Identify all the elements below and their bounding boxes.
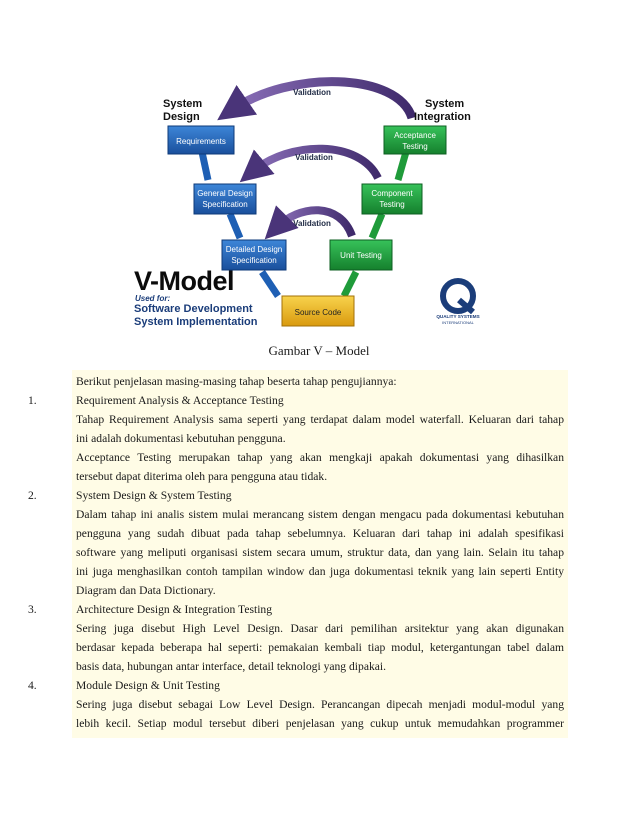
- section-4-line-1: Sering juga disebut sebagai Low Level Design. Perancangan dipecah menjadi modul-modul yang: [76, 698, 564, 711]
- flow-arrow-4: [344, 272, 356, 296]
- section-1-line-2: ini adalah dokumentasi kebutuhan pengguna.: [76, 432, 286, 445]
- v-model-figure: [0, 0, 638, 336]
- system-design-title-line2: Design: [163, 111, 200, 123]
- section-1-line-4: tersebut dapat diterima oleh para pengguna atau tidak.: [76, 470, 328, 483]
- box-requirements: [168, 126, 234, 154]
- svg-text:Acceptance: Acceptance: [394, 131, 436, 140]
- section-2-line-3: software yang meliputi organisasi sistem secara umum, struktur data, dan yang lain. Selain itu tahap: [76, 546, 564, 559]
- flow-arrow-6: [398, 152, 406, 180]
- svg-text:Component: Component: [371, 189, 413, 198]
- validation-label-middle: Validation: [295, 153, 333, 162]
- section-4-number: 4.: [28, 679, 37, 692]
- section-1-line-3: Acceptance Testing merupakan tahap yang akan mengkaji apakah dokumentasi yang dihasilkan: [76, 451, 564, 464]
- section-2-line-4: ini juga menghasilkan contoh tampilan window dan juga dokumentasi teknik yang lain seperti Entity: [76, 565, 564, 578]
- section-2-line-2: pengguna yang sudah dibuat pada tahap sebelumnya. Keluaran dari tahap ini adalah spesifikasi: [76, 527, 564, 540]
- section-4-heading: Module Design & Unit Testing: [76, 679, 220, 692]
- svg-text:Unit Testing: Unit Testing: [340, 251, 382, 260]
- box-component-testing: [362, 184, 422, 214]
- svg-text:Testing: Testing: [402, 142, 428, 151]
- intro-text: Berikut penjelasan masing-masing tahap beserta tahap pengujiannya:: [76, 375, 397, 388]
- used-for-label: Used for:: [135, 294, 171, 303]
- figure-caption: Gambar V – Model: [268, 343, 370, 358]
- q-logo-icon: [431, 278, 485, 314]
- section-2-number: 2.: [28, 489, 37, 502]
- v-model-title: V-Model: [134, 266, 235, 296]
- system-integration-title-line1: System: [425, 98, 465, 110]
- use-software-development: Software Development: [134, 303, 253, 315]
- svg-text:Testing: Testing: [379, 200, 405, 209]
- section-4-line-2: lebih kecil. Setiap modul tersebut diberi penjelasan yang cukup untuk memudahkan programmer: [76, 717, 564, 730]
- box-general-design: [194, 184, 256, 214]
- section-3-line-3: basis data, hubungan antar interface, detail teknologi yang dipakai.: [76, 660, 387, 673]
- svg-text:General Design: General Design: [197, 189, 253, 198]
- svg-text:Specification: Specification: [231, 256, 277, 265]
- svg-text:Specification: Specification: [202, 200, 248, 209]
- section-1-heading: Requirement Analysis & Acceptance Testing: [76, 394, 284, 407]
- validation-label-inner: Validation: [293, 219, 331, 228]
- flow-arrow-2: [230, 214, 240, 238]
- svg-text:Source Code: Source Code: [294, 308, 342, 317]
- section-2-line-5: Diagram dan Data Dictionary.: [76, 584, 216, 597]
- section-1-line-1: Tahap Requirement Analysis sama seperti yang terdapat dalam model waterfall. Keluaran dari tahap: [76, 413, 564, 426]
- flow-arrow-3: [262, 272, 278, 296]
- system-integration-title-line2: Integration: [414, 111, 471, 123]
- section-2-heading: System Design & System Testing: [76, 489, 232, 502]
- svg-text:Detailed Design: Detailed Design: [225, 245, 283, 254]
- use-system-implementation: System Implementation: [134, 316, 258, 328]
- box-source-code: [282, 296, 354, 326]
- logo-line1: QUALITY SYSTEMS: [436, 314, 480, 319]
- box-requirements-label: Requirements: [176, 137, 226, 146]
- box-unit-testing: [330, 240, 392, 270]
- section-3-number: 3.: [28, 603, 37, 616]
- section-3-line-2: berdasar kepada beberapa hal seperti: pemakaian kembali tiap modul, ketergantungan tabel dalam: [76, 641, 564, 654]
- v-model-diagram: [0, 0, 638, 336]
- section-1-number: 1.: [28, 394, 37, 407]
- box-acceptance-testing: [384, 126, 446, 154]
- validation-label-outer: Validation: [293, 88, 331, 97]
- section-3-heading: Architecture Design & Integration Testing: [76, 603, 273, 616]
- section-3-line-1: Sering juga disebut High Level Design. Dasar dari pemilihan arsitektur yang akan digunakan: [76, 622, 564, 635]
- quality-systems-logo: [431, 278, 485, 328]
- section-2-line-1: Dalam tahap ini analis sistem mulai merancang sistem dengan mengacu pada dokumentasi kebutuhan: [76, 508, 564, 521]
- flow-arrow-5: [372, 214, 382, 238]
- logo-line2: INTERNATIONAL: [442, 320, 474, 325]
- flow-arrow-1: [202, 152, 208, 180]
- system-design-title-line1: System: [163, 98, 203, 110]
